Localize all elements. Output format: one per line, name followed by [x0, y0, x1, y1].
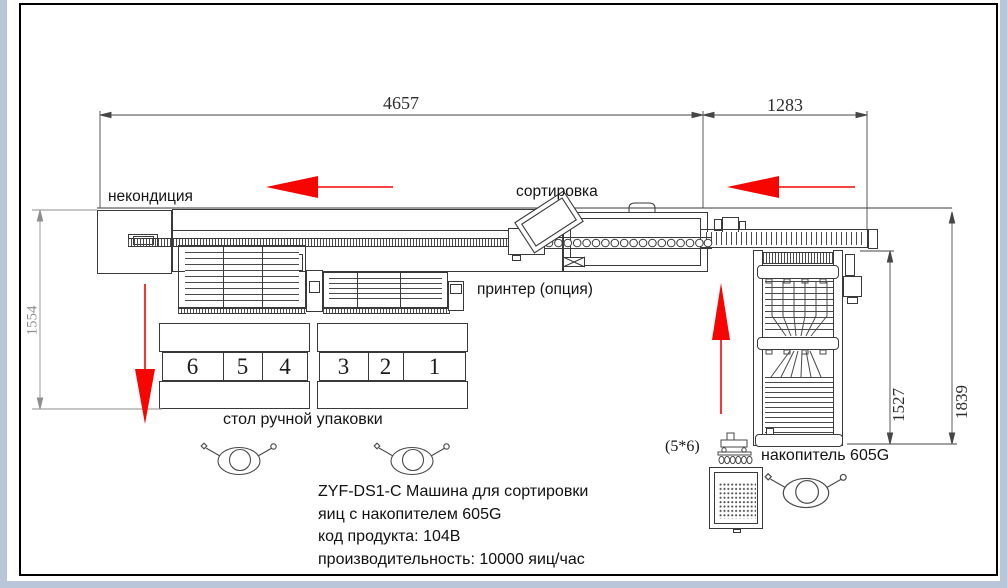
- label-accumulator: накопитель 605G: [761, 447, 890, 464]
- dimension-table-depth: 1554: [24, 305, 41, 336]
- dimension-overall-depth: 1839: [952, 385, 971, 419]
- egg-lifter-icon: [718, 433, 752, 464]
- flow-arrow-up-icon: [712, 283, 730, 414]
- label-sorting: сортировка: [516, 183, 598, 200]
- title-line-2: яиц с накопителем 605G: [318, 505, 502, 523]
- flow-arrow-down-icon: [135, 284, 155, 424]
- egg-chain-conveyor: [545, 238, 712, 249]
- dimension-total-length: 4657: [383, 93, 419, 113]
- packing-cell-2: 2: [379, 353, 392, 379]
- label-printer: принтер (опция): [477, 281, 593, 298]
- dimension-accumulator-height: 1527: [889, 388, 908, 422]
- title-line-3: код продукта: 104B: [318, 528, 461, 546]
- title-block: [318, 481, 588, 571]
- title-line-1: ZYF-DS1-C Машина для сортировки: [318, 483, 589, 500]
- packing-cell-6: 6: [186, 353, 199, 379]
- dimension-lines-top: [100, 111, 867, 229]
- flow-arrow-left-icon: [727, 176, 855, 198]
- flow-arrow-left-icon: [266, 176, 393, 198]
- label-reject: некондиция: [108, 188, 193, 205]
- label-tray-count: (5*6): [665, 438, 700, 455]
- packing-cell-1: 1: [428, 353, 441, 379]
- packing-cell-3: 3: [337, 353, 350, 379]
- label-packing-table: стол ручной упаковки: [223, 411, 383, 428]
- packing-cell-5: 5: [236, 353, 249, 379]
- packing-cell-4: 4: [279, 353, 291, 379]
- operator-icon: [765, 474, 846, 508]
- operator-icon: [374, 443, 449, 474]
- operator-icon: [201, 443, 276, 474]
- title-line-4: производительность: 10000 яиц/час: [318, 550, 585, 568]
- accumulator-chains: [766, 279, 827, 377]
- dimension-accumulator-span: 1283: [767, 95, 803, 115]
